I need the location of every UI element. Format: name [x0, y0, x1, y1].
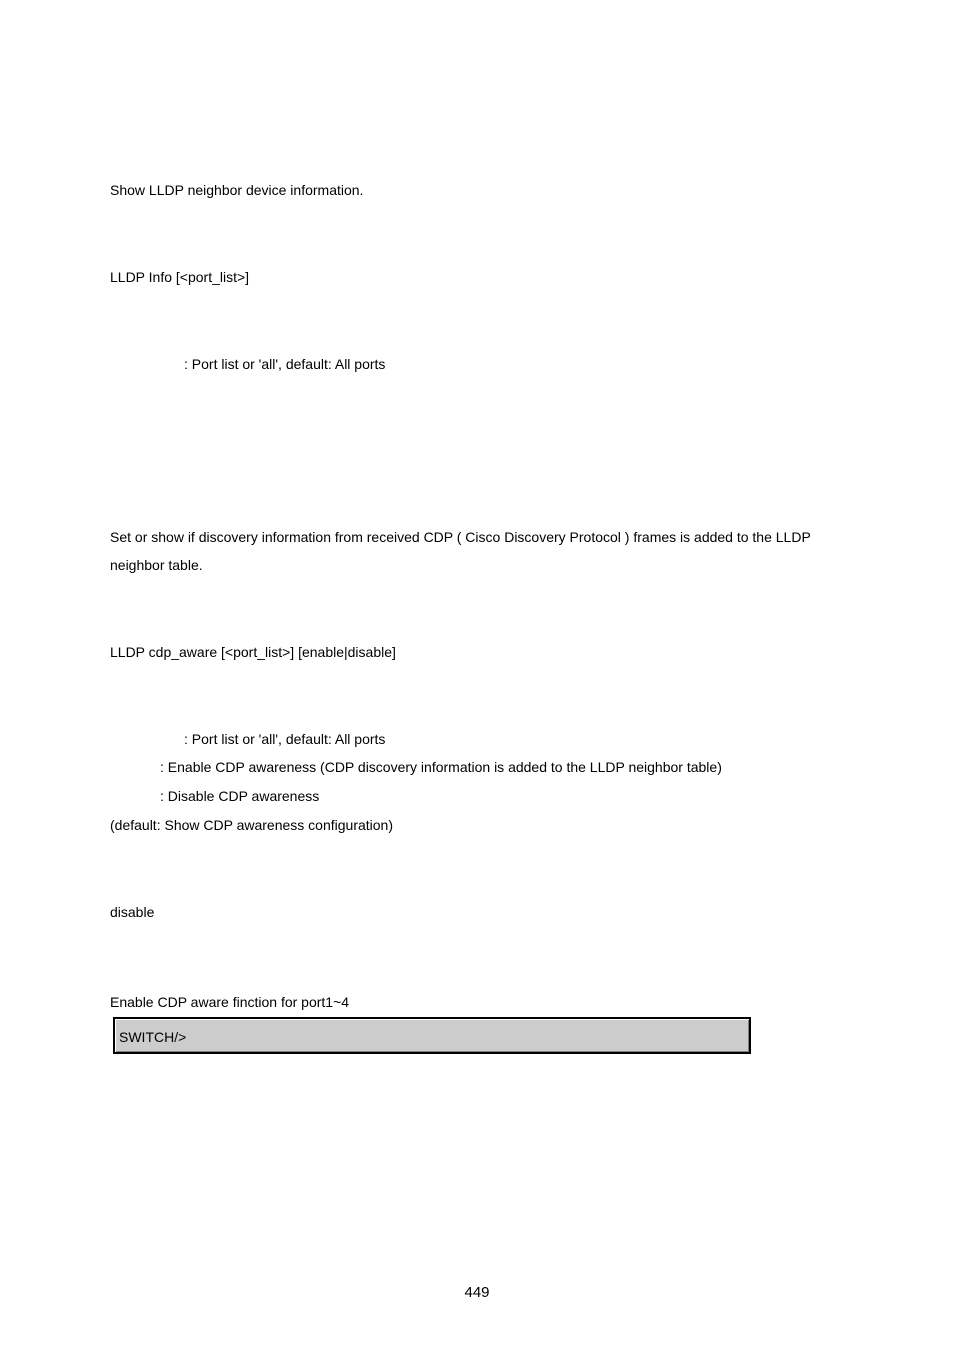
- default-value: disable: [110, 904, 155, 920]
- description-text: Set or show if discovery information from received CDP ( Cisco Discovery Protocol ) frames is added to the LLDP: [110, 529, 811, 545]
- syntax-text: LLDP cdp_aware [<port_list>] [enable|disable]: [110, 644, 396, 660]
- param-enable: : Enable CDP awareness (CDP discovery information is added to the LLDP neighbor table): [160, 759, 722, 775]
- param-disable: : Disable CDP awareness: [160, 788, 320, 804]
- param-port-list: : Port list or 'all', default: All ports: [184, 356, 386, 372]
- description-text-continued: neighbor table.: [110, 557, 203, 573]
- default-note: (default: Show CDP awareness configuration): [110, 817, 394, 833]
- example-caption: Enable CDP aware finction for port1~4: [110, 994, 350, 1010]
- description-text: Show LLDP neighbor device information.: [110, 182, 364, 198]
- example-command-text: SWITCH/>: [119, 1029, 187, 1045]
- syntax-text: LLDP Info [<port_list>]: [110, 269, 250, 285]
- page-number: 449: [464, 1284, 490, 1301]
- example-command-box: [113, 1017, 751, 1054]
- param-port-list: : Port list or 'all', default: All ports: [184, 731, 386, 747]
